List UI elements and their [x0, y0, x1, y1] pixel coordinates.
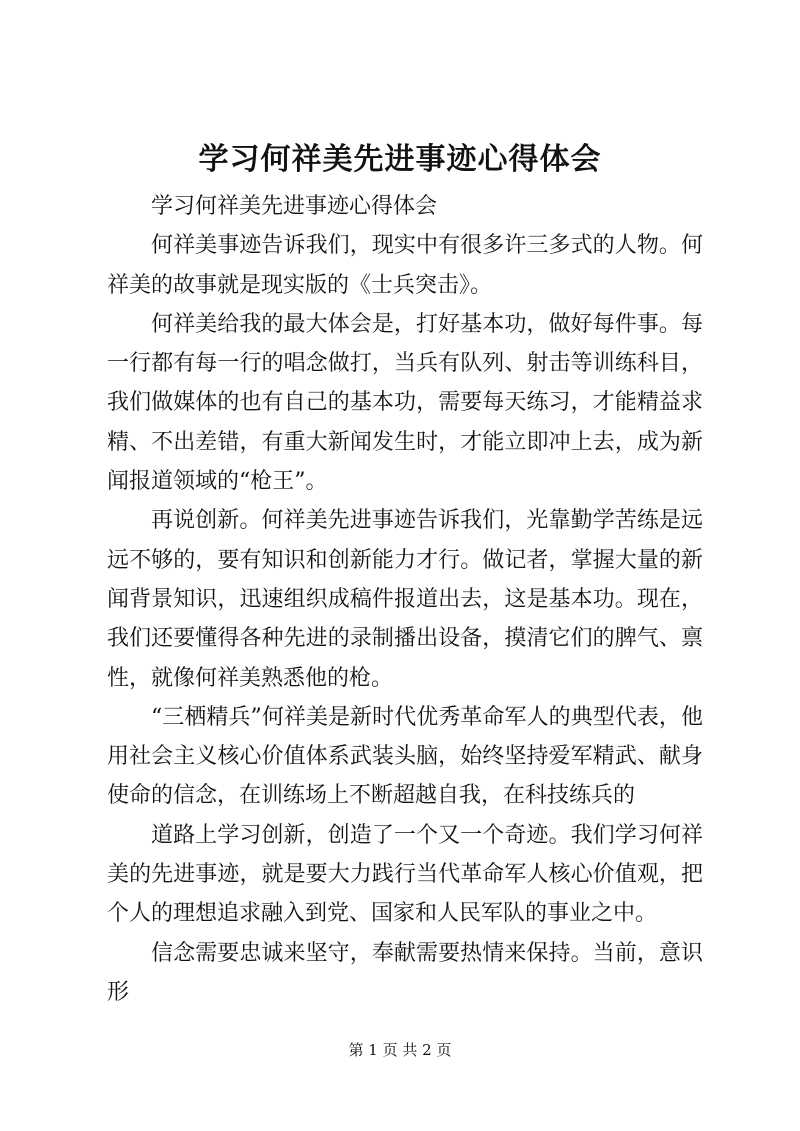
- paragraph: “三栖精兵”何祥美是新时代优秀革命军人的典型代表，他用社会主义核心价值体系武装头脑，始终坚持爱军精武、献身使命的信念，在训练场上不断超越自我，在科技练兵的: [107, 704, 703, 809]
- paragraph: 再说创新。何祥美先进事迹告诉我们，光靠勤学苦练是远远不够的，要有知识和创新能力才行。做记者，掌握大量的新闻背景知识，迅速组织成稿件报道出去，这是基本功。现在，我们还要懂得各种先进的录制播出设备，摸清它们的脾气、禀性，就像何祥美熟悉他的枪。: [107, 508, 703, 691]
- paragraph: 何祥美给我的最大体会是，打好基本功，做好每件事。每一行都有每一行的唱念做打，当兵有队列、射击等训练科目，我们做媒体的也有自己的基本功，需要每天练习，才能精益求精、不出差错，有重大新闻发生时，才能立即冲上去，成为新闻报道领域的“枪王”。: [107, 311, 703, 495]
- document-body: [107, 187, 703, 1012]
- paragraph: 学习何祥美先进事迹心得体会: [151, 194, 438, 219]
- paragraph: 何祥美事迹告诉我们，现实中有很多许三多式的人物。何祥美的故事就是现实版的《士兵突击》。: [107, 233, 703, 298]
- page-number-footer: 第 1 页 共 2 页: [348, 1041, 452, 1059]
- document-title: 学习何祥美先进事迹心得体会: [198, 142, 602, 177]
- paragraph: 信念需要忠诚来坚守，奉献需要热情来保持。当前，意识形: [107, 940, 703, 1005]
- paragraph: 道路上学习创新，创造了一个又一个奇迹。我们学习何祥美的先进事迹，就是要大力践行当代革命军人核心价值观，把个人的理想追求融入到党、国家和人民军队的事业之中。: [107, 822, 703, 927]
